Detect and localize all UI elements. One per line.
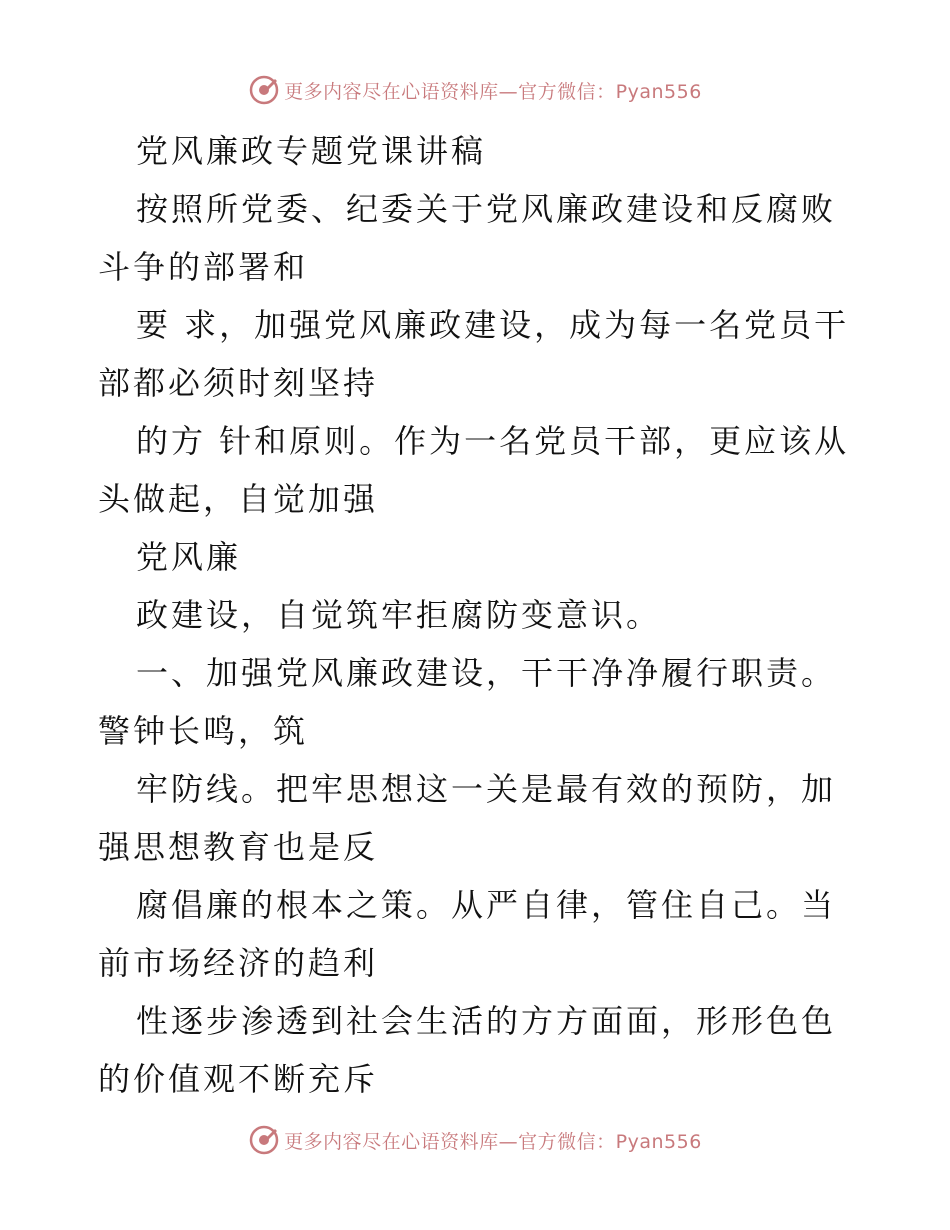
pen-logo-icon [248, 74, 280, 106]
paragraph: 牢防线。把牢思想这一关是最有效的预防，加强思想教育也是反 [98, 770, 837, 866]
paragraph: 性逐步渗透到社会生活的方方面面，形形色色的价值观不断充斥 [98, 1002, 837, 1098]
watermark-text: 更多内容尽在心语资料库—官方微信：Pyan556 [284, 80, 702, 103]
paragraph: 政建设，自觉筑牢拒腐防变意识。 [136, 596, 662, 634]
watermark-banner-bottom [0, 1120, 950, 1160]
document-body [98, 122, 858, 1108]
paragraph: 党风廉 [136, 538, 242, 576]
paragraph: 一、加强党风廉政建设，干干净净履行职责。警钟长鸣，筑 [98, 654, 837, 750]
paragraph: 按照所党委、纪委关于党风廉政建设和反腐败斗争的部署和 [98, 190, 837, 286]
watermark-text: 更多内容尽在心语资料库—官方微信：Pyan556 [284, 1130, 702, 1153]
paragraph: 腐倡廉的根本之策。从严自律，管住自己。当前市场经济的趋利 [98, 886, 837, 982]
paragraph: 要 求，加强党风廉政建设，成为每一名党员干部都必须时刻坚持 [98, 306, 850, 402]
paragraph: 的方 针和原则。作为一名党员干部，更应该从头做起，自觉加强 [98, 422, 850, 518]
pen-logo-icon [248, 1124, 280, 1156]
document-title: 党风廉政专题党课讲稿 [136, 132, 487, 170]
watermark-banner-top [0, 70, 950, 110]
